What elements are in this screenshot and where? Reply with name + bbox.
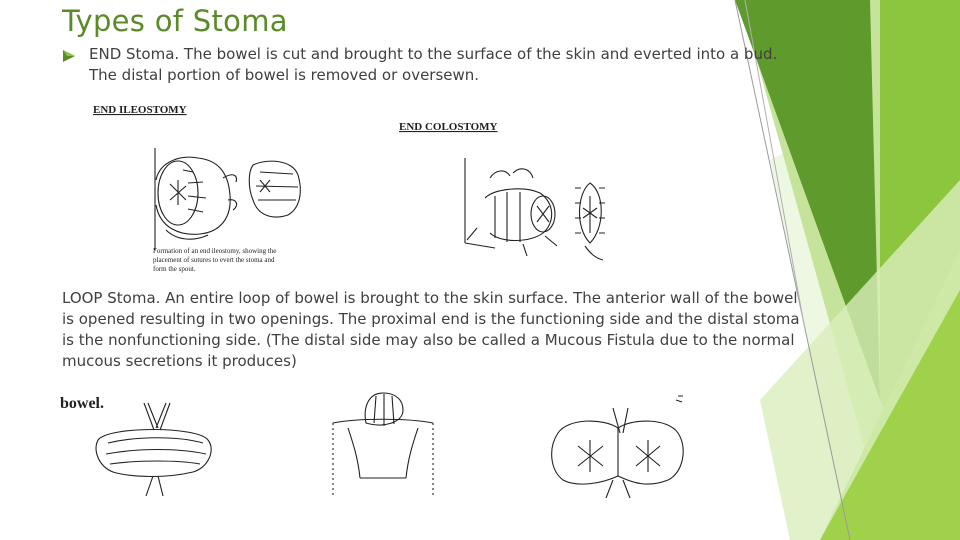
end-ileostomy-caption-2: placement of sutures to evert the stoma and — [153, 256, 275, 264]
end-ileostomy-figure — [88, 100, 318, 278]
loop-label: bowel. — [60, 395, 104, 412]
end-ileostomy-label: END ILEOSTOMY — [93, 104, 187, 116]
loop-stoma-figures — [58, 388, 698, 503]
triangle-bullet-icon — [62, 49, 76, 63]
end-colostomy-figure — [395, 118, 625, 276]
end-ileostomy-caption-3: form the spout. — [153, 265, 196, 273]
end-stoma-text: END Stoma. The bowel is cut and brought to the surface of the skin and everted into a bud. The distal portion of bowel is removed or oversewn. — [89, 45, 778, 84]
loop-stoma-text: LOOP Stoma. An entire loop of bowel is brought to the skin surface. The anterior wall of the bowel is opened resulting in two openings. The proximal end is the functioning side and the distal stoma is the nonfunctioning side. (The distal side may also be called a Mucous Fistula due to the normal mucous secretions it produces) — [62, 289, 800, 370]
end-ileostomy-caption-1: Formation of an end ileostomy, showing the — [153, 247, 277, 255]
slide-title: Types of Stoma — [62, 4, 288, 38]
end-colostomy-label: END COLOSTOMY — [399, 121, 498, 133]
